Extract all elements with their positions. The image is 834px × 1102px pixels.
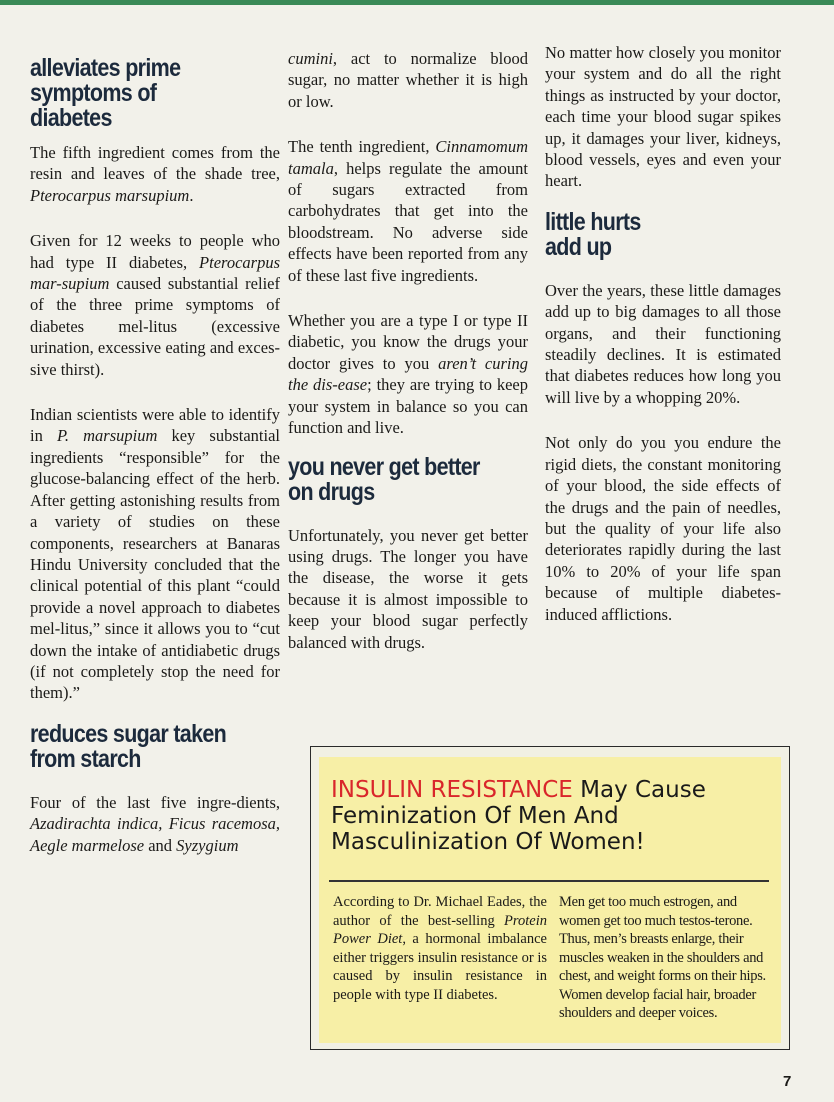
paragraph: Unfortunately, you never get better using drugs. The longer you have the disease, the worse it gets because it is almost impossible to keep your blood sugar perfectly balanced with drugs. xyxy=(288,525,528,652)
paragraph: The fifth ingredient comes from the resin and leaves of the shade tree, Pterocarpus marsupium. xyxy=(30,143,280,205)
column-1 xyxy=(30,0,280,856)
heading-little-hurts: little hurts add up xyxy=(545,207,641,261)
sidebar-highlight xyxy=(319,757,781,1043)
heading-never-better: you never get better on drugs xyxy=(288,452,480,506)
column-2 xyxy=(288,0,528,653)
insulin-resistance-sidebar xyxy=(310,746,790,1050)
column-3 xyxy=(545,0,781,625)
sidebar-right-text: Men get too much estrogen, and women get too much testos-terone. Thus, men’s breasts enlarge, their muscles weaken in the shoulders and chest, and weight forms on their hips. Women develop facial hair, broader shoulders and deeper voices. xyxy=(559,894,766,1021)
paragraph: Whether you are a type I or type II diabetic, you know the drugs your doctor gives to you aren’t curing the dis-ease; they are trying to keep your system in balance so you can function and live. xyxy=(288,311,528,438)
paragraph: Four of the last five ingre-dients, Azadirachta indica, Ficus racemosa, Aegle marmelose and Syzygium xyxy=(30,792,280,855)
paragraph: The tenth ingredient, Cinnamomum tamala, helps regulate the amount of sugars extracted from carbohydrates that get into the bloodstream. No adverse side effects have been reported from any of these last five ingredients. xyxy=(288,137,528,285)
sidebar-left-text: According to Dr. Michael Eades, the author of the best-selling Protein Power Diet, a hormonal imbalance either triggers insulin resistance or is caused by insulin resistance in people with type II diabetes. xyxy=(333,894,547,1003)
sidebar-divider xyxy=(329,880,769,882)
sidebar-title: INSULIN RESISTANCE May Cause Feminization Of Men And Masculinization Of Women! xyxy=(331,777,706,855)
heading-reduces-sugar: reduces sugar taken from starch xyxy=(30,719,227,773)
paragraph: Indian scientists were able to identify in P. marsupium key substantial ingredients “responsible” for the glucose-balancing effect of the herb. After getting astonishing results from a variety of studies on these components, researchers at Banaras Hindu University concluded that the clinical potential of this plant “could provide a novel approach to diabetes mel-litus,” since it allows you to “cut down the intake of antidiabetic drugs (if not completely stop the need for them).” xyxy=(30,405,280,703)
page-number: 7 xyxy=(783,1073,792,1090)
paragraph: Over the years, these little damages add up to big damages to all those organs, and their functioning steadily declines. It is estimated that diabetes reduces how long you will live by a whopping 20%. xyxy=(545,280,781,407)
heading-alleviates-symptoms: alleviates prime symptoms of diabetes xyxy=(30,54,181,132)
paragraph: No matter how closely you monitor your system and do all the right things as instructed by your doctor, each time your blood sugar spikes up, it damages your liver, kidneys, blood vessels, eyes and even your heart. xyxy=(545,43,781,191)
paragraph: Not only do you you endure the rigid diets, the constant monitoring of your blood, the side effects of the drugs and the pain of needles, but the quality of your life also deteriorates rapidly during the last 10% to 20% of your life span because of multiple diabetes-induced afflictions. xyxy=(545,433,781,624)
paragraph: Given for 12 weeks to people who had type II diabetes, Pterocarpus mar-supium caused substantial relief of the three prime symptoms of diabetes mel-litus (excessive urination, excessive eating and exces-sive thirst). xyxy=(30,231,280,379)
paragraph: cumini, act to normalize blood sugar, no matter whether it is high or low. xyxy=(288,49,528,111)
